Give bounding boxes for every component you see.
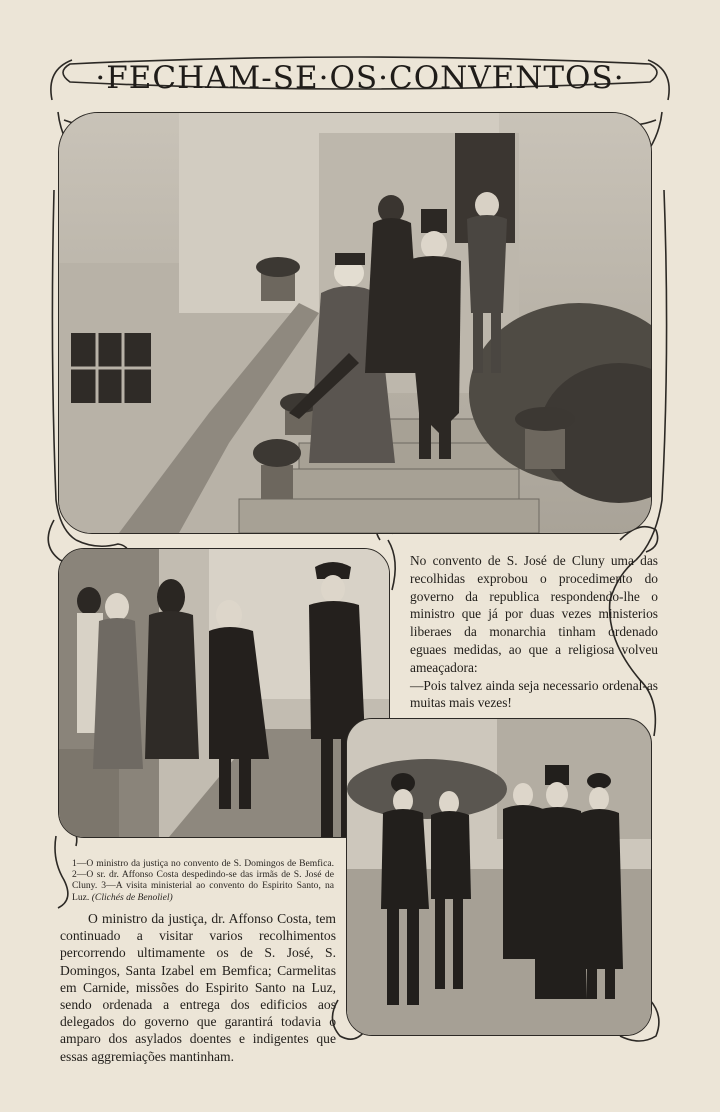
photo-minister-farewell-nuns: [58, 548, 390, 838]
page-title: ·FECHAM-SE·OS·CONVENTOS·: [95, 60, 625, 96]
article-body: O ministro da justiça, dr. Affonso Costa, tem continuado a visitar varios recolhimentos percorrendo ultimamente os de S. José, S. Domingos, Santa Izabel em Bemfica; Carmelitas em Carnide, missões do Espirito Santo na Luz, sendo ordenada a entrega dos edificios aos delegados do governo que garantirá todavia o amparo dos asylados doentes e indigentes que essas aggremiações mantinham.: [60, 911, 336, 1064]
photo-caption-block: [72, 858, 334, 903]
photo-ministerial-visit-luz: [346, 718, 652, 1036]
photo-ministerial-visit-luz-image: [347, 719, 651, 1035]
quote-reply: —Pois talvez ainda seja necessario ordenal-as muitas mais vezes!: [410, 677, 658, 711]
photo-caption: 1—O ministro da justiça no convento de S. Domingos de Bemfica. 2—O sr. dr. Affonso Costa despedindo-se das irmãs de S. José de Cluny. 3—A visita ministerial ao convento do Espirito Santo, na Luz.: [72, 858, 334, 903]
article-quote: [410, 552, 658, 712]
photo-convent-staircase-image: [59, 113, 651, 533]
photo-minister-farewell-nuns-image: [59, 549, 389, 837]
photo-convent-staircase: [58, 112, 652, 534]
quote-text: No convento de S. José de Cluny uma das recolhidas exprobou o procedimento do governo da republica respondendo-lhe o ministro que já por duas vezes ministerios liberaes da monarchia tinham ordenado eguaes medidas, ao que a religiosa volveu ameaçadora:: [410, 553, 658, 675]
photo-credit: (Clichés de Benoliel): [91, 891, 173, 903]
